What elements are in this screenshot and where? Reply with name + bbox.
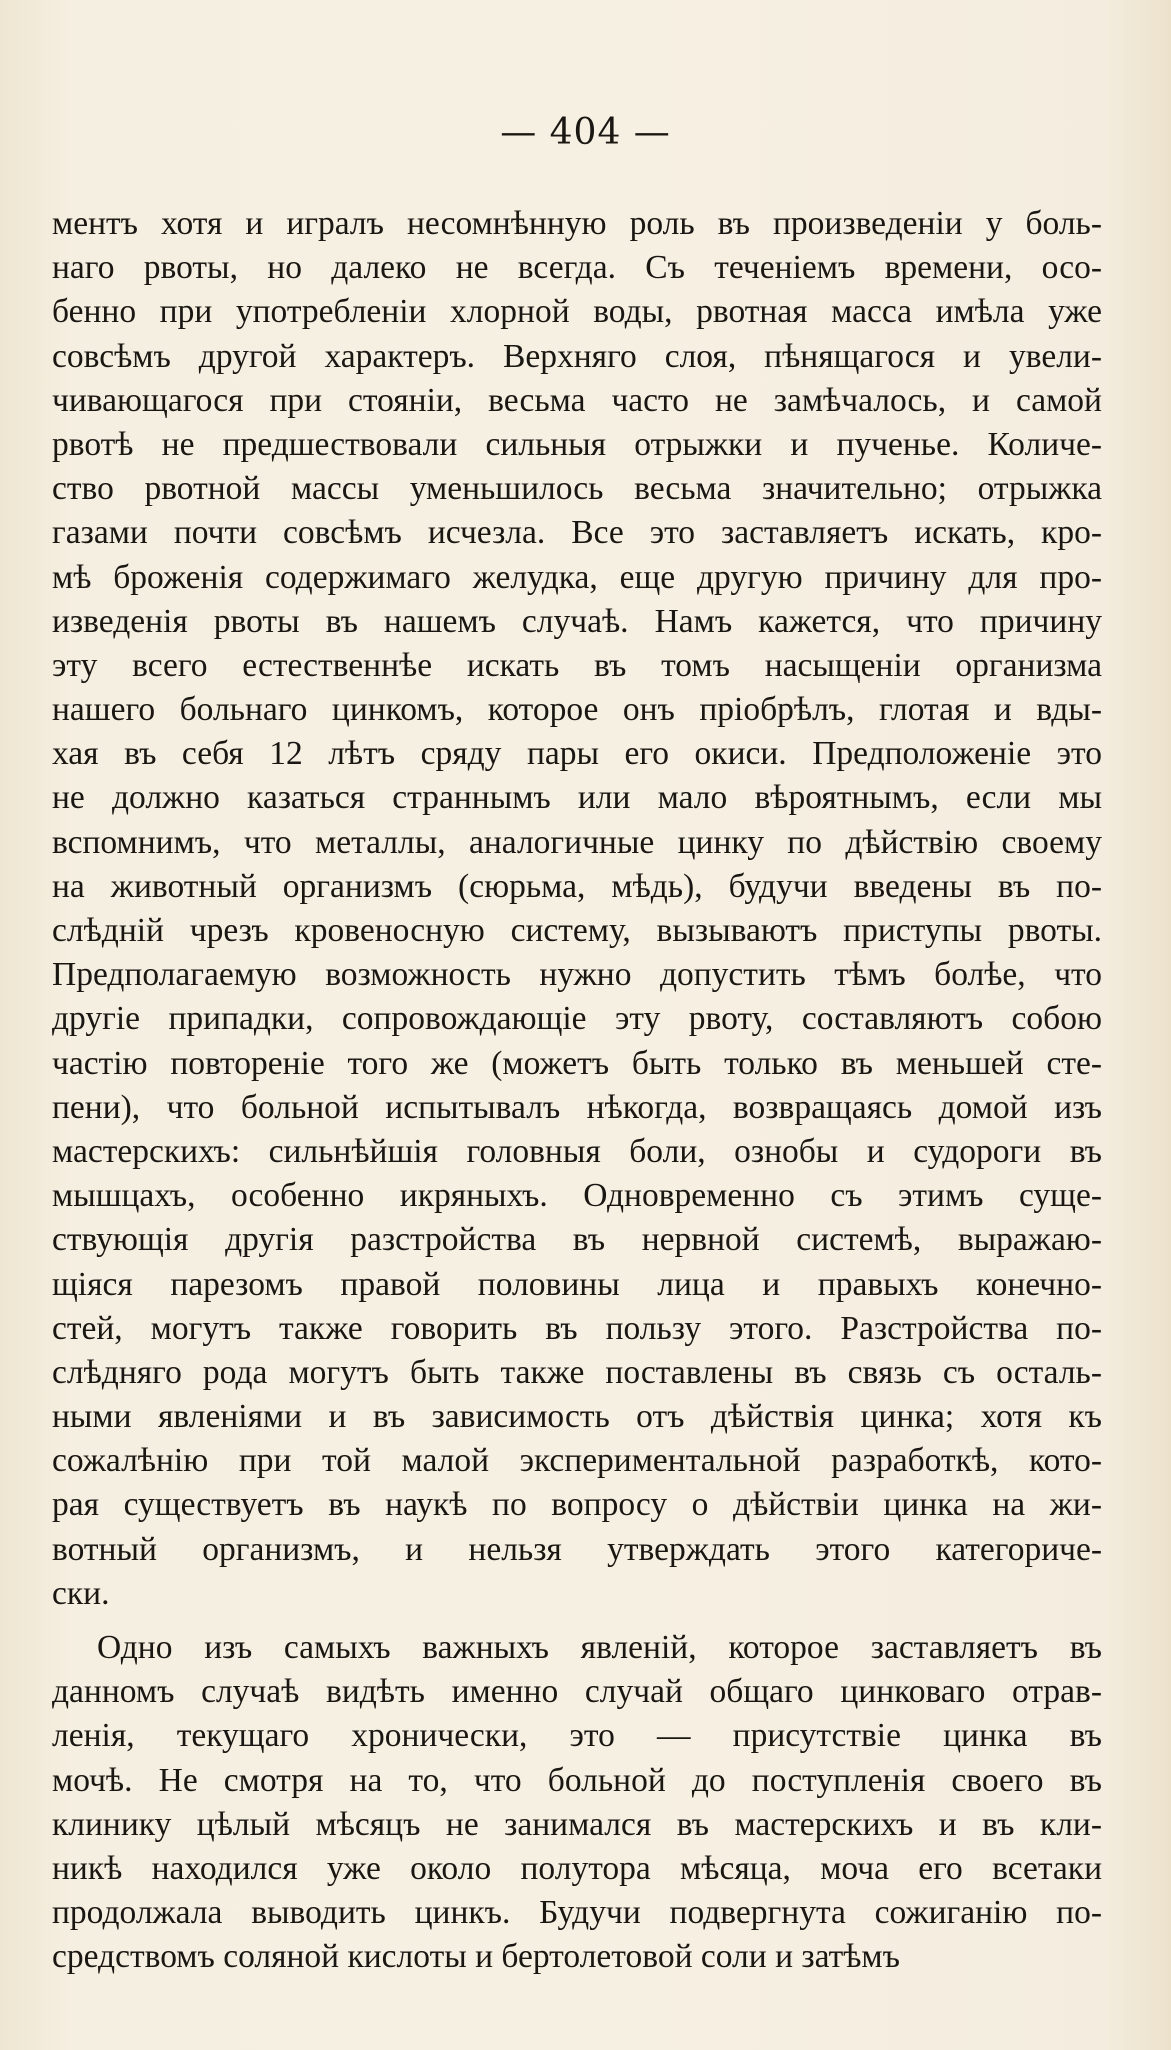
text-line: совсѣмъ другой характеръ. Верхняго слоя, пѣнящагося и увели- xyxy=(52,337,1102,375)
text-line: бенно при употребленiи хлорной воды, рвотная масса имѣла уже xyxy=(52,293,1102,331)
text-line: нашего больнаго цинкомъ, которое онъ прiобрѣлъ, глотая и вды- xyxy=(52,691,1102,729)
text-line: ными явленiями и въ зависимость отъ дѣйствiя цинка; хотя къ xyxy=(52,1398,1102,1436)
text-line: слѣднiй чрезъ кровеносную систему, вызываютъ приступы рвоты. xyxy=(52,912,1102,949)
text-line: другiе припадки, сопровождающiе эту рвоту, составляютъ собою xyxy=(52,1000,1102,1038)
text-line: рая существуетъ въ наукѣ по вопросу о дѣйствiи цинка на жи- xyxy=(52,1486,1102,1524)
text-line: пени), что больной испытывалъ нѣкогда, возвращаясь домой изъ xyxy=(52,1088,1102,1126)
text-line: клинику цѣлый мѣсяцъ не занимался въ мастерскихъ и въ кли- xyxy=(52,1805,1102,1843)
text-line: ленiя, текущаго хронически, это — присутствiе цинка въ xyxy=(52,1717,1102,1755)
paragraph-spacer xyxy=(52,1616,1102,1626)
text-line: слѣдняго рода могутъ быть также поставлены въ связь съ осталь- xyxy=(52,1353,1102,1391)
paragraph-2 xyxy=(52,1626,1102,1980)
text-line: стей, могутъ также говорить въ пользу этого. Разстройства по- xyxy=(52,1309,1102,1347)
text-line: мѣ броженiя содержимаго желудка, еще другую причину для про- xyxy=(52,558,1102,596)
text-line: Одно изъ самыхъ важныхъ явленiй, которое заставляетъ въ xyxy=(97,1629,1102,1666)
text-line: продолжала выводить цинкъ. Будучи подвергнута сожиганiю по- xyxy=(52,1894,1102,1932)
text-line: вспомнимъ, что металлы, аналогичные цинку по дѣйствiю своему xyxy=(52,823,1102,861)
text-line: на животный организмъ (сюрьма, мѣдь), будучи введены въ по- xyxy=(52,867,1102,905)
text-line: Предполагаемую возможность нужно допустить тѣмъ болѣе, что xyxy=(52,956,1102,994)
text-line: частiю повторенiе того же (можетъ быть только въ меньшей сте- xyxy=(52,1044,1102,1082)
text-line: газами почти совсѣмъ исчезла. Все это заставляетъ искать, кро- xyxy=(52,514,1102,552)
text-line: рвотѣ не предшествовали сильныя отрыжки и пученье. Количе- xyxy=(52,425,1102,463)
text-line: средствомъ соляной кислоты и бертолетовой соли и затѣмъ xyxy=(52,1938,900,1976)
text-line: мастерскихъ: сильнѣйшiя головныя боли, ознобы и судороги въ xyxy=(52,1132,1102,1170)
text-line: щiяся парезомъ правой половины лица и правыхъ конечно- xyxy=(52,1265,1102,1303)
text-line: ментъ хотя и игралъ несомнѣнную роль въ произведенiи у боль- xyxy=(52,205,1102,242)
text-line: вотный организмъ, и нельзя утверждать этого категориче- xyxy=(52,1530,1102,1568)
text-line: ски. xyxy=(52,1574,110,1612)
text-line: не должно казаться страннымъ или мало вѣроятнымъ, если мы xyxy=(52,779,1102,817)
text-line: ство рвотной массы уменьшилось весьма значительно; отрыжка xyxy=(52,470,1102,508)
text-line: мочѣ. Не смотря на то, что больной до поступленiя своего въ xyxy=(52,1761,1102,1799)
text-line: никѣ находился уже около полутора мѣсяца, моча его всетаки xyxy=(52,1849,1102,1887)
text-line: ствующiя другiя разстройства въ нервной системѣ, выражаю- xyxy=(52,1221,1102,1259)
text-line: чивающагося при стоянiи, весьма часто не замѣчалось, и самой xyxy=(52,381,1102,419)
paragraph-1 xyxy=(52,202,1102,1616)
page-number: — 404 — xyxy=(500,112,671,153)
text-line: наго рвоты, но далеко не всегда. Съ теченiемъ времени, осо- xyxy=(52,249,1102,287)
text-line: хая въ себя 12 лѣтъ сряду пары его окиси. Предположенiе это xyxy=(52,735,1102,773)
text-line: сожалѣнiю при той малой экспериментальной разработкѣ, кото- xyxy=(52,1442,1102,1480)
text-line: эту всего естественнѣе искать въ томъ насыщенiи организма xyxy=(52,646,1102,684)
text-line: данномъ случаѣ видѣть именно случай общаго цинковаго отрав- xyxy=(52,1673,1102,1711)
text-line: изведенiя рвоты въ нашемъ случаѣ. Намъ кажется, что причину xyxy=(52,602,1102,640)
text-line: мышцахъ, особенно икряныхъ. Одновременно съ этимъ суще- xyxy=(52,1177,1102,1215)
body-text xyxy=(52,202,1102,1980)
